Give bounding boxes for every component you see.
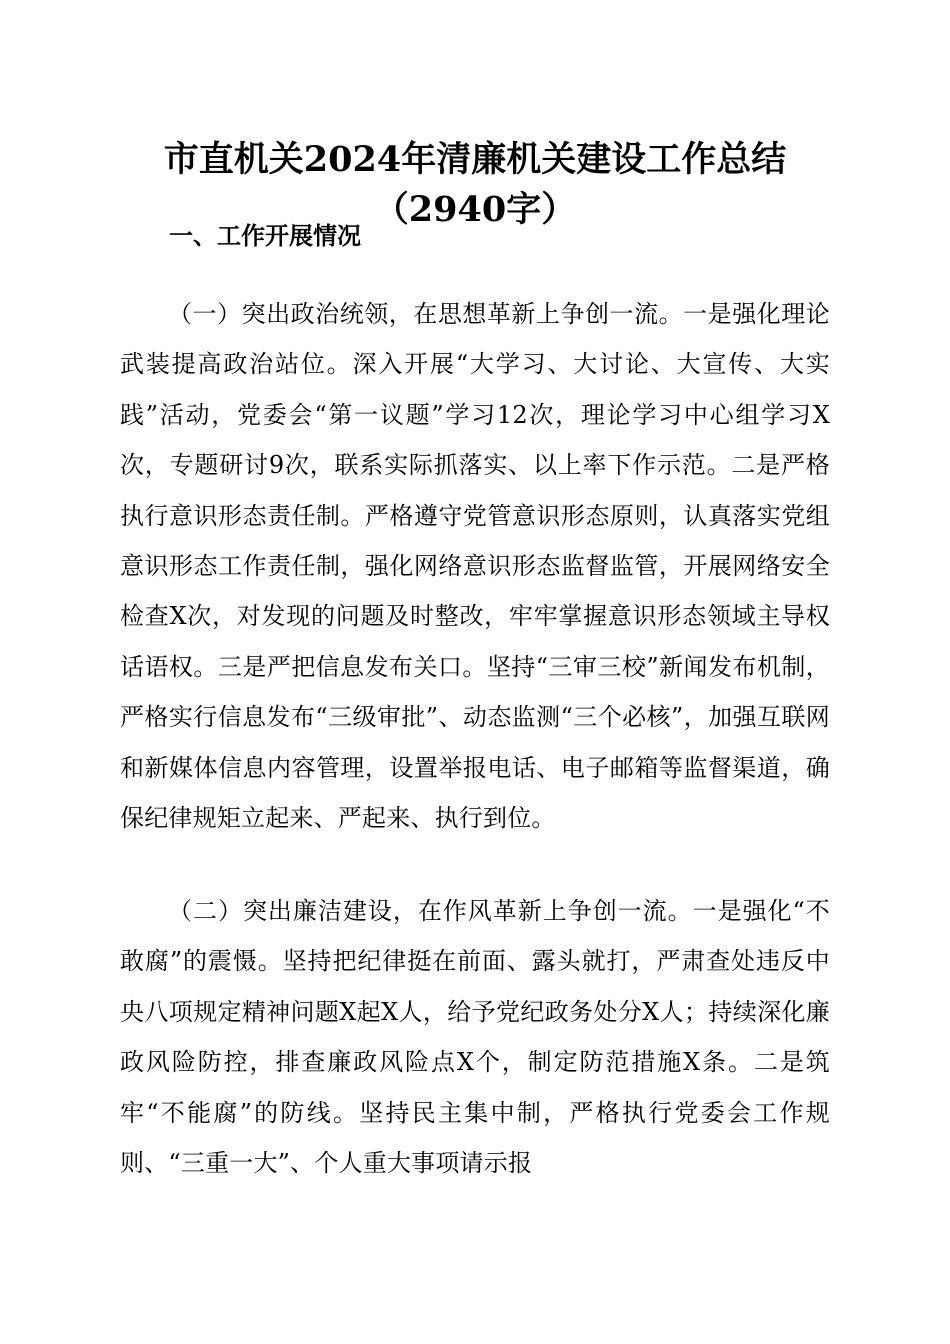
paragraph-2: （二）突出廉洁建设，在作风革新上争创一流。一是强化“不敢腐”的震慑。坚持把纪律挺在前面、露头就打，严肃查处违反中央八项规定精神问题X起X人，给予党纪政务处分X人；持续深化廉政风险防控，排查廉政风险点X个，制定防范措施X条。二是筑牢“不能腐”的防线。坚持民主集中制，严格执行党委会工作规则、“三重一大”、个人重大事项请示报 <box>120 897 830 1178</box>
paragraph-1: （一）突出政治统领，在思想革新上争创一流。一是强化理论武装提高政治站位。深入开展“大学习、大讨论、大宣传、大实践”活动，党委会“第一议题”学习12次，理论学习中心组学习X次，专题研讨9次，联系实际抓落实、以上率下作示范。二是严格执行意识形态责任制。严格遵守党管意识形态原则，认真落实党组意识形态工作责任制，强化网络意识形态监督监管，开展网络安全检查X次，对发现的问题及时整改，牢牢掌握意识形态领域主导权话语权。三是严把信息发布关口。坚持“三审三校”新闻发布机制，严格实行信息发布“三级审批”、动态监测“三个必核”，加强互联网和新媒体信息内容管理，设置举报电话、电子邮箱等监督渠道，确保纪律规矩立起来、严起来、执行到位。 <box>120 300 830 833</box>
document-subtitle-word-count: （2940字） <box>373 189 577 230</box>
document-title: 市直机关2024年清廉机关建设工作总结 <box>163 139 787 180</box>
section-heading: 一、工作开展情况 <box>169 222 361 250</box>
